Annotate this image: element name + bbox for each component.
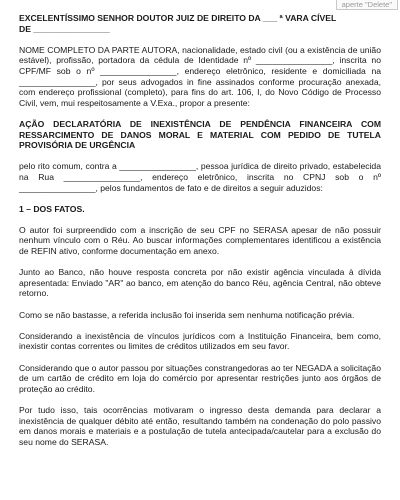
- fact-paragraph-1: O autor foi surpreendido com a inscrição de seu CPF no SERASA apesar de não possuir nenhum vínculo com o Réu. Ao buscar informações complementares identificou a existência de REFIN ativo, conforme documentação em anexo.: [19, 224, 381, 257]
- court-heading-line-1: EXCELENTÍSSIMO SENHOR DOUTOR JUIZ DE DIREITO DA ___ ª VARA CÍVEL: [19, 13, 337, 23]
- fact-paragraph-2: Junto ao Banco, não houve resposta concreta por não existir agência vinculada à dívida apresentada: Enviado "AR" ao banco, em atenção do banco Réu, agência Central, não obteve retorno.: [19, 267, 381, 299]
- court-heading-line-2: DE ________________: [19, 23, 110, 34]
- fact-paragraph-3: Como se não bastasse, a referida inclusão foi inserida sem nenhuma notificação prévia.: [19, 309, 355, 320]
- fact-paragraph-5: Considerando que o autor passou por situações constrangedoras ao ter NEGADA a solicitação de um cartão de crédito em loja do comércio por apresentar restrições junto aos órgãos de proteção ao crédito.: [19, 362, 381, 394]
- action-title: AÇÃO DECLARATÓRIA DE INEXISTÊNCIA DE PENDÊNCIA FINANCEIRA COM RESSARCIMENTO DE DANOS MORAL E MATERIAL COM PEDIDO DE TUTELA PROVISÓRIA DE URGÊNCIA: [19, 118, 381, 151]
- section-title: 1 – DOS FATOS.: [19, 203, 85, 214]
- delete-hint: aperte "Delete": [336, 0, 398, 10]
- document-body: [19, 13, 381, 447]
- top-banner: [0, 0, 400, 10]
- defendant-paragraph: pelo rito comum, contra a ________________, pessoa jurídica de direito privado, estabelecida na Rua ________________, endereço eletrônico, inscrita no CPNJ sob o nº ________________, pelos fundamentos de fato e de direitos a seguir aduzidos:: [19, 161, 381, 193]
- fact-paragraph-6: Por tudo isso, tais ocorrências motivaram o ingresso desta demanda para declarar a inexistência de qualquer débito até então, resultando também na condenação do polo passivo em danos morais e materiais e a postulação de tutela antecipada/cautelar para a exclusão do seu nome do SERASA.: [19, 404, 381, 447]
- party-qualification: NOME COMPLETO DA PARTE AUTORA, nacionalidade, estado civil (ou a existência de união estável), profissão, portadora da cédula de Identidade nº ________________, inscrita no CPF/MF sob o nº ________________, endereço eletrônico, residente e domiciliada na ________________, por seus advogados in fine assinados conforme procuração anexada, com endereço profissional (completo), para fins do art. 106, I, do Novo Código de Processo Civil, vem, mui respeitosamente a V.Exa., propor a presente:: [19, 44, 381, 108]
- fact-paragraph-4: Considerando a inexistência de vínculos jurídicos com a Instituição Financeira, bem como, inexistir contas correntes ou limites de créditos utilizados em seu favor.: [19, 330, 381, 352]
